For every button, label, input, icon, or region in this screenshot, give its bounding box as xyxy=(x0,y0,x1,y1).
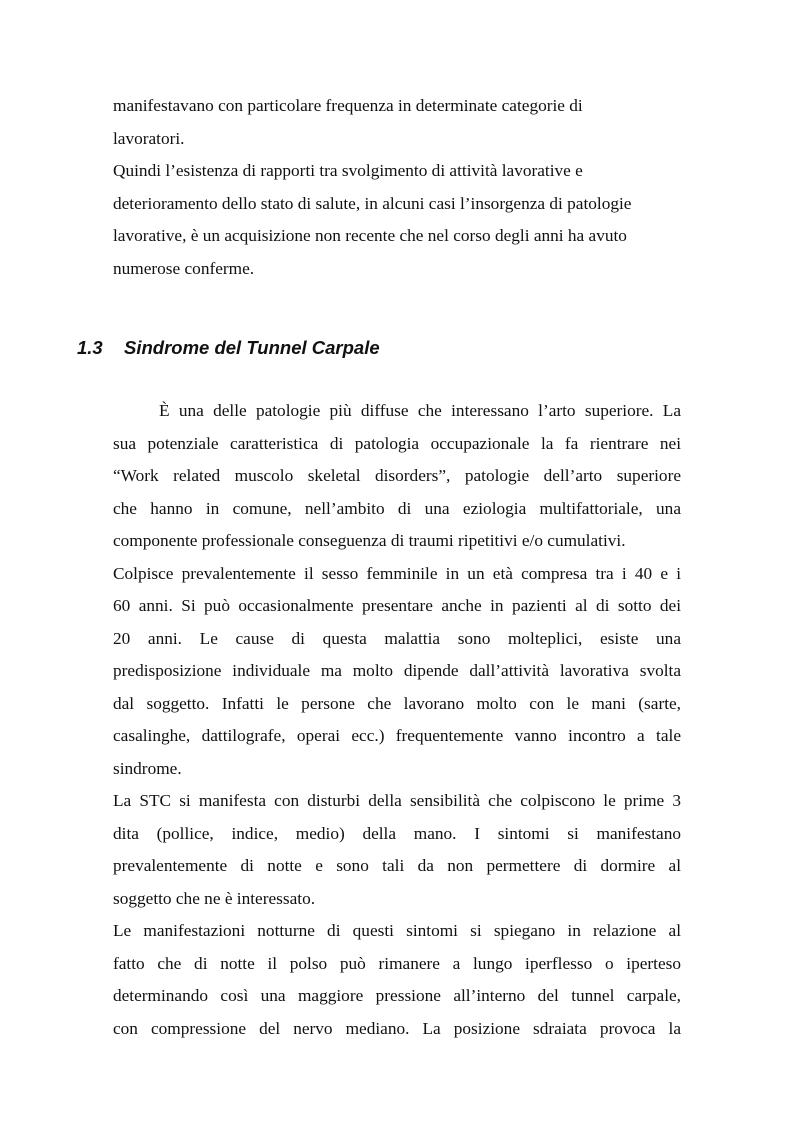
text-line: con compressione del nervo mediano. La posizione sdraiata provoca la xyxy=(113,1019,681,1038)
text-line: Quindi l’esistenza di rapporti tra svolgimento di attività lavorative e xyxy=(113,161,583,180)
text-line: dita (pollice, indice, medio) della mano. I sintomi si manifestano xyxy=(113,824,681,843)
text-line: lavoratori. xyxy=(113,129,185,148)
text-line: 20 anni. Le cause di questa malattia sono molteplici, esiste una xyxy=(113,629,681,648)
text-line: prevalentemente di notte e sono tali da non permettere di dormire al xyxy=(113,856,681,875)
text-line: manifestavano con particolare frequenza in determinate categorie di xyxy=(113,96,583,115)
text-line: “Work related muscolo skeletal disorders”, patologie dell’arto superiore xyxy=(113,466,681,485)
section-heading xyxy=(77,337,380,359)
text-line: Colpisce prevalentemente il sesso femminile in un età compresa tra i 40 e i xyxy=(113,564,681,583)
text-line: lavorative, è un acquisizione non recente che nel corso degli anni ha avuto xyxy=(113,226,627,245)
text-line: sindrome. xyxy=(113,759,182,778)
text-line: È una delle patologie più diffuse che interessano l’arto superiore. La xyxy=(159,401,681,420)
text-line: fatto che di notte il polso può rimanere a lungo iperflesso o iperteso xyxy=(113,954,681,973)
text-line: Le manifestazioni notturne di questi sintomi si spiegano in relazione al xyxy=(113,921,681,940)
text-line: determinando così una maggiore pressione all’interno del tunnel carpale, xyxy=(113,986,681,1005)
text-line: casalinghe, dattilografe, operai ecc.) frequentemente vanno incontro a tale xyxy=(113,726,681,745)
section-number: 1.3 xyxy=(77,337,103,358)
text-line: La STC si manifesta con disturbi della sensibilità che colpiscono le prime 3 xyxy=(113,791,681,810)
section-title: Sindrome del Tunnel Carpale xyxy=(124,337,380,358)
text-line: 60 anni. Si può occasionalmente presentare anche in pazienti al di sotto dei xyxy=(113,596,681,615)
text-line: deterioramento dello stato di salute, in alcuni casi l’insorgenza di patologie xyxy=(113,194,632,213)
text-line: soggetto che ne è interessato. xyxy=(113,889,316,908)
text-line: sua potenziale caratteristica di patologia occupazionale la fa rientrare nei xyxy=(113,434,681,453)
text-line: predisposizione individuale ma molto dipende dall’attività lavorativa svolta xyxy=(113,661,681,680)
text-line: componente professionale conseguenza di traumi ripetitivi e/o cumulativi. xyxy=(113,531,626,550)
text-line: numerose conferme. xyxy=(113,259,255,278)
text-line: che hanno in comune, nell’ambito di una eziologia multifattoriale, una xyxy=(113,499,681,518)
text-line: dal soggetto. Infatti le persone che lavorano molto con le mani (sarte, xyxy=(113,694,681,713)
